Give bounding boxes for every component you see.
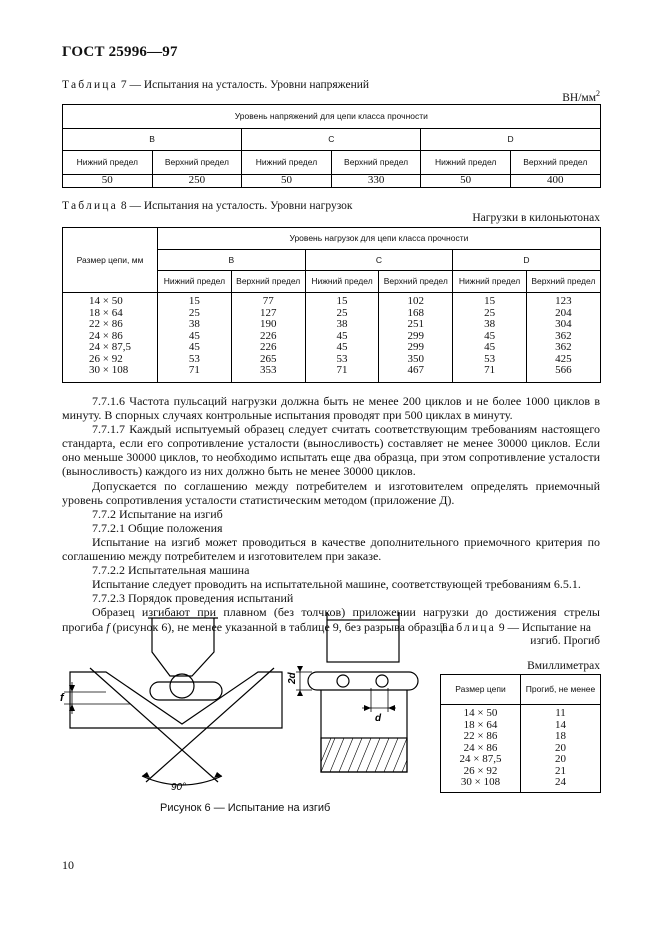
table8-size: 24 × 86 xyxy=(89,329,123,342)
figure-label-f: f xyxy=(60,692,64,704)
table9-size: 24 × 86 xyxy=(463,741,498,754)
table8-class-d: D xyxy=(453,250,601,271)
table8-upper-d: Верхний предел xyxy=(526,271,600,293)
table9-value: 18 xyxy=(555,730,566,743)
table8-value: 226 xyxy=(259,329,277,342)
table8-value: 15 xyxy=(336,295,348,307)
document-header: ГОСТ 25996—97 xyxy=(62,44,178,60)
table8-value: 127 xyxy=(259,306,277,319)
table9-deflection-header: Прогиб, не менее xyxy=(521,675,601,705)
table8-value: 71 xyxy=(188,364,200,377)
table8-value: 168 xyxy=(407,306,425,319)
page-number: 10 xyxy=(62,858,74,872)
table8-value: 25 xyxy=(188,306,200,319)
table8-value: 45 xyxy=(336,341,348,354)
table9-size: 18 × 64 xyxy=(463,718,498,731)
table8-value: 45 xyxy=(484,341,496,354)
table8-value: 38 xyxy=(336,318,348,331)
table9-size: 24 × 87,5 xyxy=(459,753,502,766)
table7-upper-b: Верхний предел xyxy=(152,151,242,175)
table8-size: 26 × 92 xyxy=(89,352,123,365)
table8-upper-b: Верхний предел xyxy=(231,271,305,293)
table9-value: 21 xyxy=(555,764,566,777)
table9-size-header: Размер цепи xyxy=(441,675,521,705)
heading-7-7-2-1: 7.7.2.1 Общие положения xyxy=(92,520,223,535)
figure-label-2d: 2d xyxy=(287,672,298,684)
table8-value: 251 xyxy=(407,318,425,331)
table8-value: 15 xyxy=(484,295,496,307)
table7-lower-b: Нижний предел xyxy=(63,151,153,175)
table7-value: 50 xyxy=(242,175,332,188)
table8-sizes-column xyxy=(63,293,158,383)
table8-upper-c: Верхний предел xyxy=(379,271,453,293)
figure-label-d: d xyxy=(375,713,382,724)
figure-right-pin-right xyxy=(376,675,388,687)
table8-value: 71 xyxy=(336,364,348,377)
table8-lower-c: Нижний предел xyxy=(305,271,379,293)
table8-value: 350 xyxy=(407,352,425,365)
paragraph-7-7-1-6: 7.7.1.6 Частота пульсаций нагрузки должна быть не менее 200 циклов и не более 1000 циклов в минуту. В спорных случаях контрольные испытания проводят при 500 циклах в минуту. xyxy=(62,394,600,423)
table8-column-c-lower xyxy=(305,293,379,383)
table9-unit: Вмиллиметрах xyxy=(527,660,600,672)
table7-caption-text: 7 — Испытания на усталость. Уровни напряжений xyxy=(120,79,370,91)
table8-value: 362 xyxy=(555,329,572,342)
table8-value: 45 xyxy=(336,329,348,342)
table8-group-header: Уровень нагрузок для цепи класса прочности xyxy=(158,228,601,250)
heading-7-7-2-3: 7.7.2.3 Порядок проведения испытаний xyxy=(92,591,294,606)
table9-values-column xyxy=(521,705,601,793)
table9-value: 24 xyxy=(555,776,566,789)
table8-value: 362 xyxy=(555,341,572,354)
table8-lower-b: Нижний предел xyxy=(158,271,232,293)
table8-value: 190 xyxy=(259,318,277,331)
table8-value: 77 xyxy=(262,295,274,307)
body-text xyxy=(62,394,600,634)
figure-right-upper-block xyxy=(327,620,399,662)
table8-value: 53 xyxy=(188,352,200,365)
table8-column-d-upper xyxy=(526,293,600,383)
table7 xyxy=(62,104,601,188)
table7-class-b: B xyxy=(63,129,242,151)
table8-column-b-upper xyxy=(231,293,305,383)
figure-label-angle: 90° xyxy=(171,782,187,793)
table7-value: 50 xyxy=(421,175,511,188)
table7-caption-word: Таблица xyxy=(62,79,118,91)
table9 xyxy=(440,674,601,793)
table9-size: 30 × 108 xyxy=(460,776,501,789)
table9-caption-word: Таблица xyxy=(440,622,496,634)
table9-value: 20 xyxy=(555,753,566,766)
table7-value: 250 xyxy=(152,175,242,188)
table7-value: 50 xyxy=(63,175,153,188)
table9-sizes-column xyxy=(441,705,521,793)
table8-value: 25 xyxy=(484,306,496,319)
table8-value: 425 xyxy=(555,352,572,365)
table8-value: 353 xyxy=(259,364,277,377)
table8-value: 299 xyxy=(407,341,425,354)
paragraph-test-machine: Испытание следует проводить на испытательной машине, соответствующей требованиям 6.5.1. xyxy=(92,577,581,592)
table7-value: 330 xyxy=(331,175,421,188)
table9-caption-text: 9 — Испытание на xyxy=(498,622,591,634)
procedure-text-a: Образец изгибают при плавном (без толчков) приложении нагрузки до достижения стрелы прогиба xyxy=(62,605,600,634)
table8-value: 467 xyxy=(407,364,425,377)
table9-size: 22 × 86 xyxy=(463,730,498,743)
paragraph-7-7-1-7: 7.7.1.7 Каждый испытуемый образец следует считать соответствующим требованиям настоящего стандарта, если его сопротивление усталости (выносливость) составляет не менее 30000 циклов. Если оно меньше 30000 циклов, то необходимо испытать еще два образца, при этом сопротивление усталости (выносливость) каждого из них должно быть не менее 30000 циклов. xyxy=(62,422,600,479)
table8-size: 22 × 86 xyxy=(89,318,123,331)
figure-hatching xyxy=(321,738,407,772)
figure-6-bend-test xyxy=(30,612,430,802)
table7-lower-c: Нижний предел xyxy=(242,151,332,175)
table8-caption-text: 8 — Испытания на усталость. Уровни нагрузок xyxy=(120,200,353,212)
table7-caption xyxy=(62,79,369,91)
figure-guide-line xyxy=(90,668,218,782)
table8-size: 18 × 64 xyxy=(89,306,123,319)
procedure-symbol-f: f xyxy=(106,619,110,634)
table8-value: 45 xyxy=(484,329,496,342)
table8-value: 45 xyxy=(188,341,200,354)
figure-6-caption: Рисунок 6 — Испытание на изгиб xyxy=(160,802,331,814)
table8-column-d-lower xyxy=(453,293,527,383)
procedure-text-b: (рисунок 6), не менее указанной в таблице 9, без разрыва образца. xyxy=(109,619,451,634)
table8-value: 226 xyxy=(259,341,277,354)
table8-class-c: C xyxy=(305,250,453,271)
table8-size-header: Размер цепи, мм xyxy=(63,228,158,293)
table7-class-d: D xyxy=(421,129,600,151)
table8-value: 38 xyxy=(484,318,496,331)
paragraph-bend-test-general: Испытание на изгиб может проводиться в качестве дополнительного приемочного критерия по соглашению между потребителем и изготовителем при заказе. xyxy=(62,534,600,564)
table8-value: 53 xyxy=(336,352,348,365)
figure-right-link-oval xyxy=(308,672,418,690)
table9-value: 11 xyxy=(555,707,566,719)
table8-value: 265 xyxy=(259,352,277,365)
table8-lower-d: Нижний предел xyxy=(453,271,527,293)
table9-value: 14 xyxy=(555,718,566,731)
table9-size: 14 × 50 xyxy=(463,707,498,719)
table8-value: 38 xyxy=(188,318,200,331)
table8-unit: Нагрузки в килоньютонах xyxy=(472,212,600,224)
table8-value: 299 xyxy=(407,329,425,342)
table8-class-b: B xyxy=(158,250,306,271)
table8-value: 204 xyxy=(555,306,572,319)
table8-size: 24 × 87,5 xyxy=(89,341,131,354)
table8-size: 30 × 108 xyxy=(89,364,129,377)
table8-column-c-upper xyxy=(379,293,453,383)
table8-value: 53 xyxy=(484,352,496,365)
table7-value: 400 xyxy=(510,175,600,188)
figure-right-support xyxy=(321,690,407,772)
figure-link-circle xyxy=(170,674,194,698)
table8 xyxy=(62,227,601,383)
table8-value: 304 xyxy=(555,318,572,331)
table9-size: 26 × 92 xyxy=(463,764,498,777)
table7-upper-c: Верхний предел xyxy=(331,151,421,175)
paragraph-acceptance-level: Допускается по соглашению между потребителем и изготовителем определять приемочный уровень сопротивления усталости статистическим методом (приложение Д). xyxy=(62,478,600,507)
table9-caption xyxy=(440,622,591,634)
table9-value: 20 xyxy=(555,741,566,754)
table9-caption-line2: изгиб. Прогиб xyxy=(530,635,600,647)
table8-caption xyxy=(62,200,353,212)
table8-value: 45 xyxy=(188,329,200,342)
table8-value: 102 xyxy=(407,295,425,307)
table8-value: 25 xyxy=(336,306,348,319)
table8-size: 14 × 50 xyxy=(89,295,123,307)
table8-value: 566 xyxy=(555,364,572,377)
table8-column-b-lower xyxy=(158,293,232,383)
heading-7-7-2-2: 7.7.2.2 Испытательная машина xyxy=(92,563,250,578)
table7-unit-sup: 2 xyxy=(596,89,600,98)
figure-guide-line xyxy=(146,668,274,782)
table7-class-c: C xyxy=(242,129,421,151)
table7-group-header: Уровень напряжений для цепи класса прочности xyxy=(63,105,601,129)
table8-caption-word: Таблица xyxy=(62,200,118,212)
table7-lower-d: Нижний предел xyxy=(421,151,511,175)
table7-upper-d: Верхний предел xyxy=(510,151,600,175)
heading-7-7-2: 7.7.2 Испытание на изгиб xyxy=(92,506,223,521)
table8-value: 15 xyxy=(188,295,200,307)
table7-unit-text: ВН/мм xyxy=(562,91,596,104)
figure-right-pin-left xyxy=(337,675,349,687)
table8-value: 71 xyxy=(484,364,496,377)
figure-punch xyxy=(152,618,214,676)
table7-unit xyxy=(562,89,600,104)
table8-value: 123 xyxy=(555,295,572,307)
